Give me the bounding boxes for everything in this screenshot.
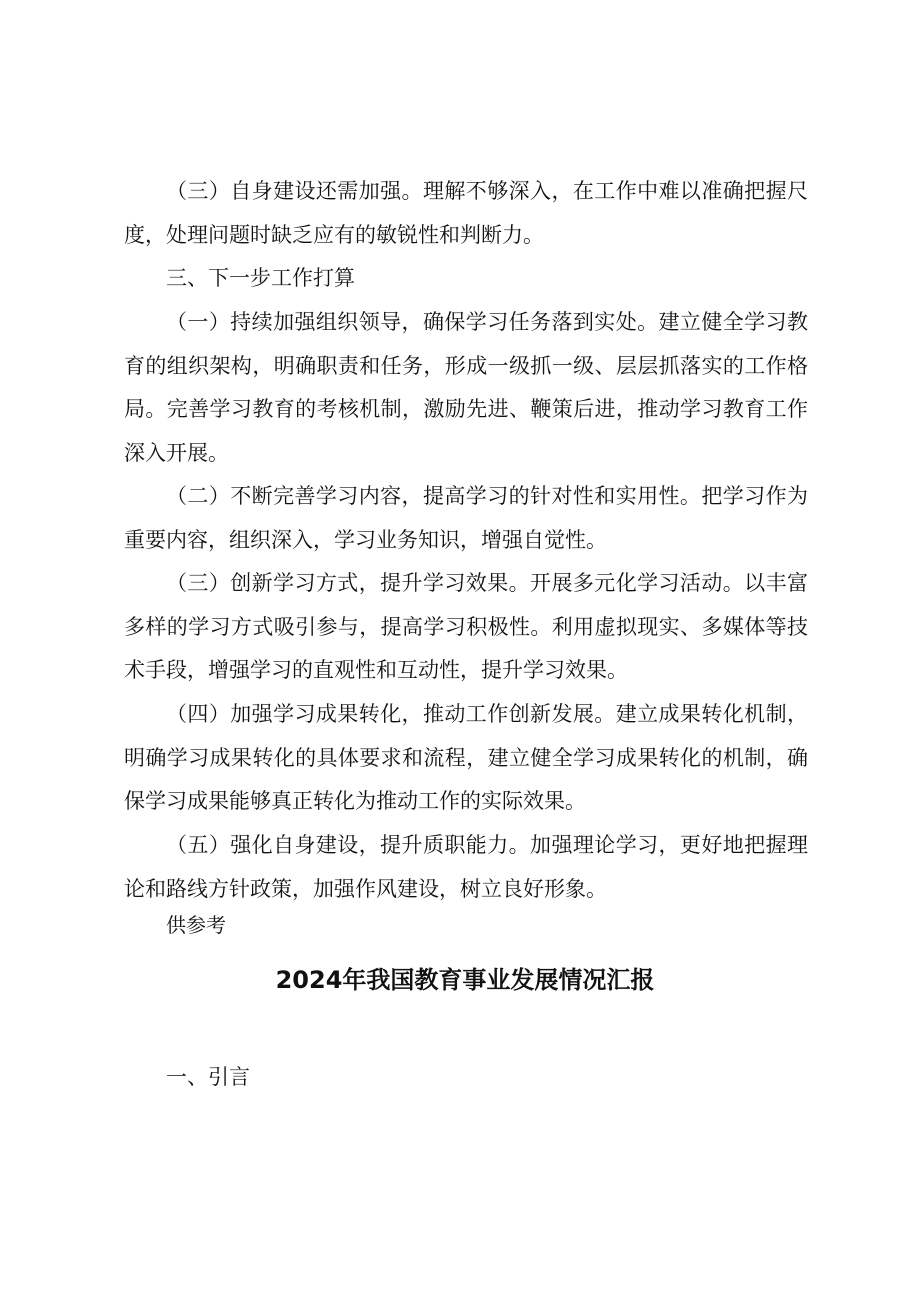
- paragraph-improve-content: （二）不断完善学习内容，提高学习的针对性和实用性。把学习作为重要内容，组织深入，学习业务知识，增强自觉性。: [124, 484, 808, 552]
- section-heading-introduction: 一、引言: [166, 1065, 250, 1089]
- paragraph-strengthen-leadership: （一）持续加强组织领导，确保学习任务落到实处。建立健全学习教育的组织架构，明确职责和任务，形成一级抓一级、层层抓落实的工作格局。完善学习教育的考核机制，激励先进、鞭策后进，推动学习教育工作深入开展。: [124, 310, 808, 465]
- paragraph-innovate-methods: （三）创新学习方式，提升学习效果。开展多元化学习活动。以丰富多样的学习方式吸引参与，提高学习积极性。利用虚拟现实、多媒体等技术手段，增强学习的直观性和互动性，提升学习效果。: [124, 571, 808, 682]
- document-title: 2024年我国教育事业发展情况汇报: [275, 966, 655, 994]
- paragraph-results-transformation: （四）加强学习成果转化，推动工作创新发展。建立成果转化机制，明确学习成果转化的具体要求和流程，建立健全学习成果转化的机制，确保学习成果能够真正转化为推动工作的实际效果。: [124, 702, 808, 813]
- paragraph-self-capability: （五）强化自身建设，提升质职能力。加强理论学习，更好地把握理论和路线方针政策，加强作风建设，树立良好形象。: [124, 833, 808, 901]
- paragraph-self-building-weakness: （三）自身建设还需加强。理解不够深入，在工作中难以准确把握尺度，处理问题时缺乏应有的敏锐性和判断力。: [124, 179, 808, 247]
- reference-note: 供参考: [166, 913, 226, 937]
- section-heading-next-steps: 三、下一步工作打算: [166, 266, 355, 290]
